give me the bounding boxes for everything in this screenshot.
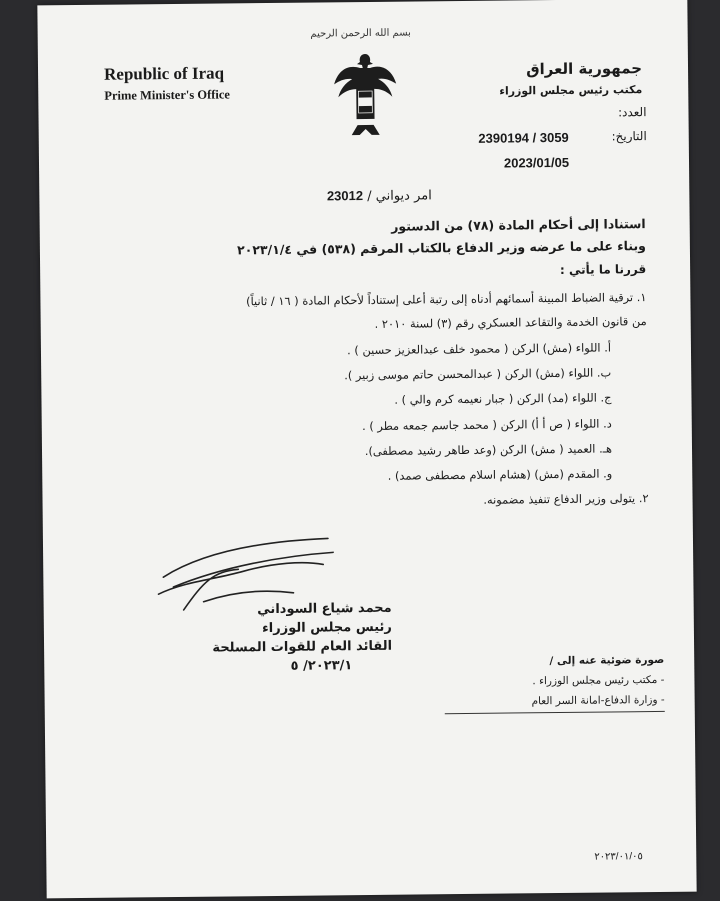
- item-2: ٢. يتولى وزير الدفاع تنفيذ مضمونه.: [483, 491, 649, 507]
- document-date-value: 2023/01/05: [503, 154, 570, 171]
- basmala: بسم الله الرحمن الرحيم: [310, 27, 411, 40]
- officer-item: د. اللواء ( ص أ أ) الركن ( محمد جاسم جمعه مطر ) .: [361, 416, 612, 434]
- signatory-date: ٢٠٢٣/١/ ٥: [290, 657, 353, 674]
- order-heading: [229, 186, 529, 205]
- order-label: امر ديواني /: [367, 188, 432, 204]
- officer-item: و. المقدم (مش) (هشام اسلام مصطفى صمد) .: [387, 466, 613, 483]
- document-page: [37, 0, 696, 898]
- item-1-line-a: ١. ترقية الضباط المبينة أسمائهم أدناه إلى رتبة أعلى إستناداً لأحكام المادة ( ١٦ / ثانياً): [246, 290, 647, 309]
- document-number-row: [618, 105, 647, 119]
- document-number-value: 2390194 / 3059: [478, 129, 569, 146]
- preamble-line-3: قررنا ما يأتي :: [559, 262, 647, 277]
- english-country-title: Republic of Iraq: [103, 63, 225, 84]
- preamble-line-1: استنادا إلى أحكام المادة (٧٨) من الدستور: [391, 216, 646, 234]
- signatory-block: [162, 600, 393, 678]
- officer-item: ج. اللواء (مد) الركن ( جبار نعيمه كرم والي ) .: [394, 390, 612, 407]
- copies-heading: صورة ضوئية عنه إلى /: [549, 653, 665, 668]
- preamble-line-2: وبناء على ما عرضه وزير الدفاع بالكتاب المرقم (٥٣٨) في ٢٠٢٣/١/٤: [237, 238, 646, 258]
- document-number-label: العدد:: [617, 105, 647, 120]
- officer-item: ب. اللواء (مش) الركن ( عبدالمحسن حاتم موسى زبير ).: [344, 365, 612, 383]
- officer-item: هـ. العميد ( مش) الركن (وعد طاهر رشيد مصطفى).: [364, 441, 613, 459]
- signatory-name: محمد شياع السوداني: [257, 600, 392, 618]
- document-date-label: التاريخ:: [611, 129, 647, 144]
- order-number: 23012: [326, 188, 364, 204]
- item-1-line-b: من قانون الخدمة والتقاعد العسكري رقم (٣) لسنة ٢٠١٠ .: [374, 314, 647, 331]
- english-office-title: Prime Minister's Office: [104, 87, 231, 103]
- officer-item: أ. اللواء (مش) الركن ( محمود خلف عبدالعزيز حسين ) .: [347, 340, 612, 358]
- signatory-title-1: رئيس مجلس الوزراء: [262, 619, 392, 636]
- copies-item: - وزارة الدفاع-امانة السر العام: [445, 691, 665, 714]
- arabic-office-title: مكتب رئيس مجلس الوزراء: [499, 83, 643, 98]
- copies-item: - مكتب رئيس مجلس الوزراء .: [532, 673, 665, 688]
- iraq-eagle-emblem-icon: [330, 50, 401, 141]
- arabic-country-title: جمهورية العراق: [526, 59, 643, 79]
- signatory-title-2: القائد العام للقوات المسلحة: [212, 638, 393, 656]
- copies-block: [444, 651, 665, 714]
- footer-date: ٢٠٢٣/٠١/٠٥: [594, 851, 643, 863]
